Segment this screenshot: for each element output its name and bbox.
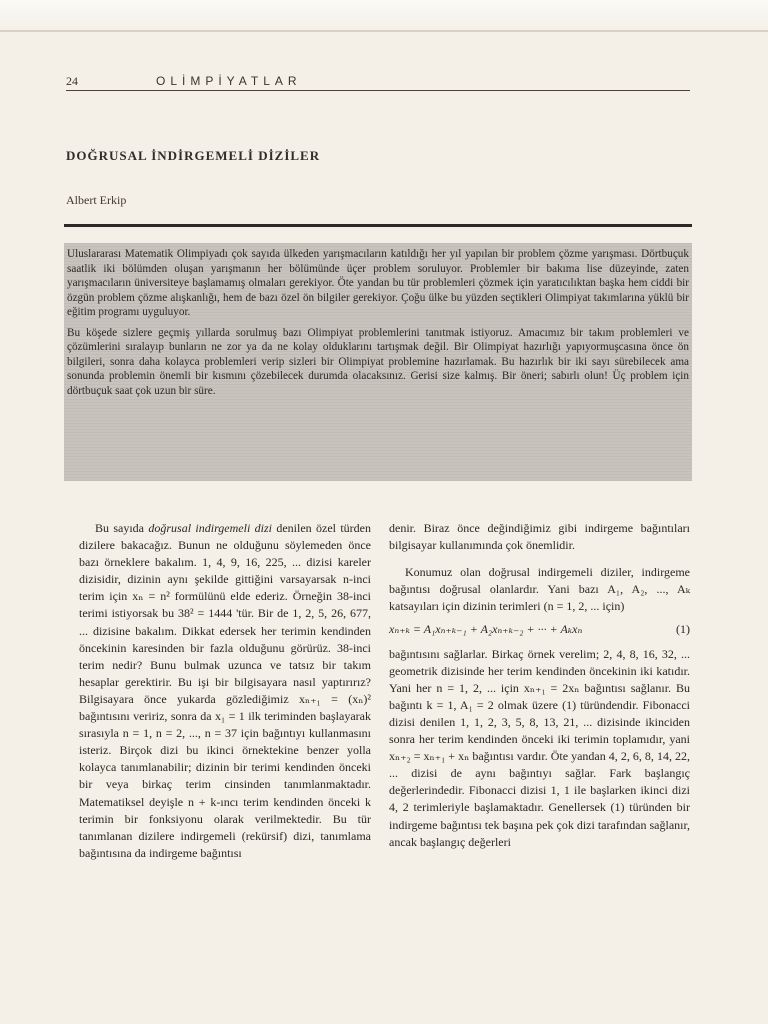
page-number: 24 bbox=[66, 74, 78, 88]
page-edge-shadow bbox=[0, 30, 768, 32]
body-paragraph: denir. Biraz önce değindiğimiz gibi indirgeme bağıntıları bilgisayar kullanımında çok önemlidir. bbox=[389, 521, 690, 553]
body-text: Bu sayıda bbox=[95, 521, 149, 535]
body-paragraph bbox=[79, 520, 371, 862]
formula-number: (1) bbox=[676, 622, 690, 637]
right-column bbox=[389, 520, 690, 851]
abstract-paragraph: Bu köşede sizlere geçmiş yıllarda sorulmuş bazı Olimpiyat problemlerini tanıtmak istiyoruz. Amacımız bir takım problemleri ve çözümlerini sıralayıp bunların ne zor ya da ne kolay olduklarını tartışmak değil. Bir Olimpiyat hazırlığı yapıyormuşcasına önce ön bilgileri, sonra daha kolayca problemleri verip sizleri bir Olimpiyat problemine hazırlamak. Bu hazırlık bir iki sayı sürebilecek ama sonunda problemin önemli bir kısmını çözebilecek durumda olacaksınız. Gerisi size kalmış. Bir öneri; sabırlı olun! Üç problem için dörtbuçuk saat çok uzun bir süre. bbox=[67, 326, 689, 397]
body-paragraph: bağıntısını sağlarlar. Birkaç örnek verelim; 2, 4, 8, 16, 32, ... geometrik dizisinde her terim kendinden öncekinin iki katıdır. Yani her n = 1, 2, ... için xₙ₊₁ = 2xₙ bağıntısı sağlanır. Bu bağıntı k = 1, A₁ = 2 olmak üzere (1) türündendir. Fibonacci dizisi denilen 1, 1, 2, 3, 5, 8, 13, 21, ... dizisinde ikinciden sonra her terim kendinden önceki iki terimin toplamıdır, yani xₙ₊₂ = xₙ₊₁ + xₙ bağıntısı vardır. Öte yandan 4, 2, 6, 8, 14, 22, ... dizisi de aynı bağıntıyı sağlar. Fark başlangıç değerlerindedir. Fibonacci dizisi 1, 1 ile başlarken ikinci dizi 4, 2 terimleriyle başlamaktadır. Genellersek (1) türünden bir indirgeme bağıntısı tek başına pek çok dizi tarafından sağlanır, ancak başlangıç değerleri bbox=[389, 646, 690, 849]
left-column bbox=[79, 520, 371, 862]
formula-expression: xₙ₊ₖ = A₁xₙ₊ₖ₋₁ + A₂xₙ₊ₖ₋₂ + ··· + Aₖxₙ bbox=[389, 622, 583, 637]
running-head bbox=[66, 74, 690, 91]
article-title: DOĞRUSAL İNDİRGEMELİ DİZİLER bbox=[66, 148, 321, 163]
running-title: OLİMPİYATLAR bbox=[156, 74, 302, 88]
title-rule bbox=[64, 224, 692, 227]
body-paragraph: Konumuz olan doğrusal indirgemeli diziler, indirgeme bağıntısı doğrusal olanlardır. Yani bazı A₁, A₂, ..., Aₖ katsayıları için dizinin terimleri (n = 1, 2, ... için) bbox=[389, 565, 690, 614]
body-text: denilen özel türden dizilere bakacağız. Bunun ne olduğunu söylemeden önce bazı örneklere bakalım. 1, 4, 9, 16, 225, ... dizisi kareler dizisidir, dizinin aynı şekilde gittiğini varsayarsak n-inci terim için xₙ = n² formülünü elde ederiz. Örneğin 38-inci terimi istiyorsak bu 38² = 1444 'tür. Bir de 1, 2, 5, 26, 677, ... dizisine bakalım. Dikkat edersek her terimin kendinden öncekinin karesinden bir fazla olduğunu görürüz. 38-inci terim nedir? Bunu bulmak uzunca ve tatsız bir takım hesaplar gerektirir. Bu işi bir bilgisayara nasıl yaptırırız? Bilgisayara önce yukarda gözlediğimiz xₙ₊₁ = (xₙ)² bağıntısını veririz, sonra da x₁ = 1 ilk teriminden başlayarak sırasıyla n = 1, n = 2, ..., n = 37 için bağıntıyı kullanmasını isteriz. Birçok dizi bu ikinci örnektekine benzer yolla kolayca tanımlanabilir; dizinin bir terimi kendinden önceki bir veya birkaç terim cinsinden tanımlanmaktadır. Matematiksel deyişle n + k-ıncı terim kendinden önceki k terimin bir fonksiyonu olarak verilmektedir. Bu tür tanımlanan dizilere indirgemeli (rekürsif) dizi, tanımlama bağıntısına da indirgeme bağıntısı bbox=[79, 521, 372, 860]
article-author: Albert Erkip bbox=[66, 193, 127, 207]
abstract-paragraph: Uluslararası Matematik Olimpiyadı çok sayıda ülkeden yarışmacıların katıldığı her yıl yapılan bir problem çözme yarışması. Dörtbuçuk saatlik iki bölümden oluşan yarışmanın her bölümünde üçer problem soruluyor. Problemler bir bakıma lise düzeyinde, zaten yarışmacıların üniversiteye başlamamış olmaları gerekiyor. Öte yandan bu tür problemleri çözmek için yaratıcılıktan başka hem ciddi bir özgün problem çözme alışkanlığı, hem de bazı özel ön bilgiler gerekiyor. Çoğu ülke bu yüzden seçtikleri Olimpiyat takımlarına yüklü bir eğitim programı uyguluyor. bbox=[67, 248, 689, 318]
recurrence-formula bbox=[389, 621, 690, 638]
page-top-edge bbox=[0, 0, 768, 34]
abstract-box bbox=[64, 243, 692, 481]
term-emphasis: doğrusal indirgemeli dizi bbox=[148, 521, 272, 535]
